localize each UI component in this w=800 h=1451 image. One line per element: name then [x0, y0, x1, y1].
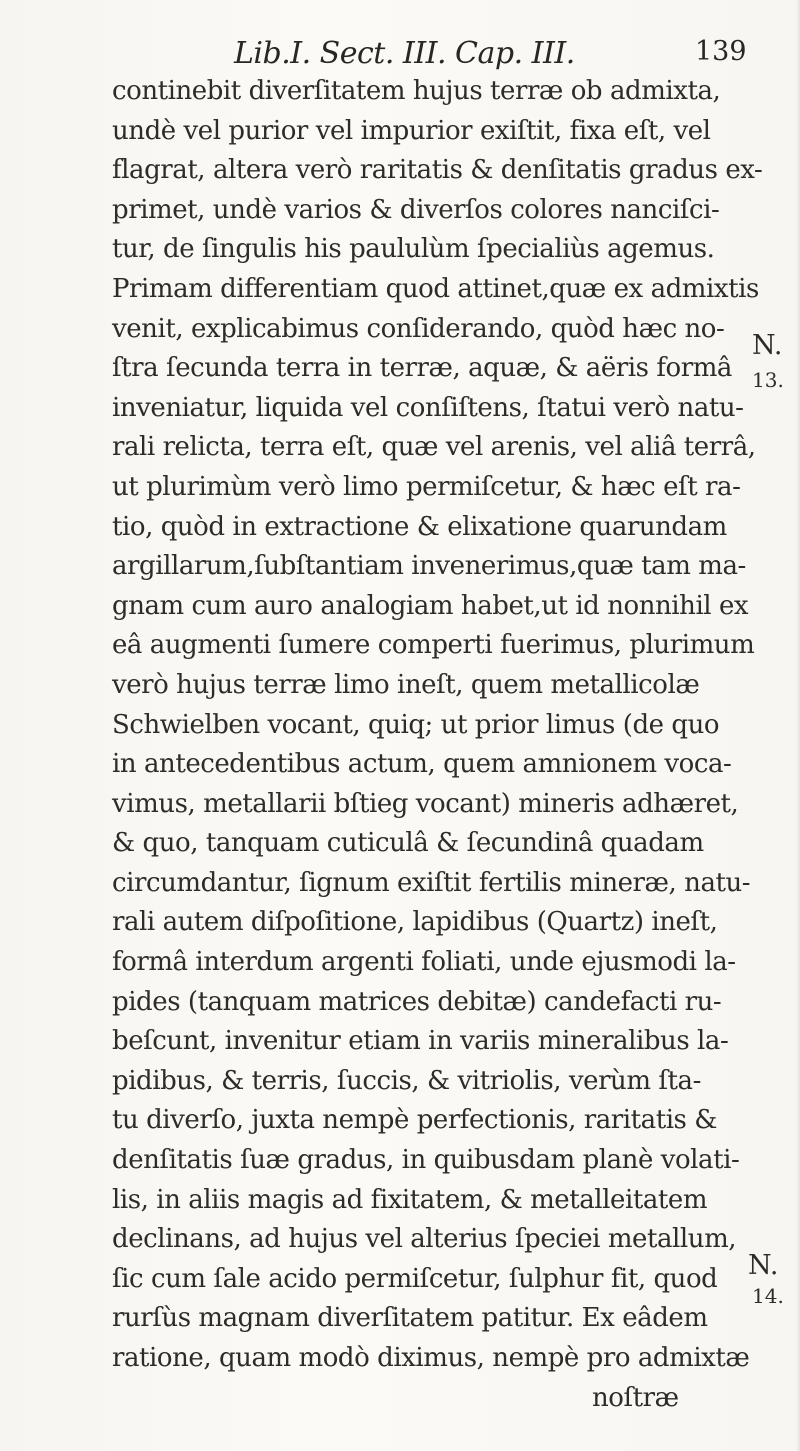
marginal-note-n: N. — [748, 1250, 779, 1281]
text-line: continebit diverſitatem hujus terræ ob admixta, — [112, 76, 721, 106]
text-line: tur, de ſingulis his paululùm ſpecialiùs agemus. — [112, 234, 715, 265]
body-text — [112, 72, 782, 1418]
text-line: inveniatur, liquida vel conſiſtens, ſtatui verò natu- — [112, 392, 744, 423]
text-line: argillarum,ſubſtantiam invenerimus,quæ tam ma- — [112, 551, 746, 582]
text-line: formâ interdum argenti foliati, unde ejusmodi la- — [112, 947, 736, 978]
marginal-note-number: 14. — [752, 1284, 784, 1308]
text-line: gnam cum auro analogiam habet,ut id nonnihil ex — [112, 590, 749, 621]
text-line: lis, in aliis magis ad fixitatem, & metalleitatem — [112, 1184, 708, 1215]
text-line: circumdantur, ſignum exiſtit fertilis mineræ, natu- — [112, 867, 751, 898]
text-line: eâ augmenti ſumere comperti fuerimus, plurimum — [112, 630, 755, 661]
text-line: rurſùs magnam diverſitatem patitur. Ex eâdem — [112, 1303, 708, 1334]
text-line: Primam differentiam quod attinet,quæ ex admixtis — [112, 273, 759, 304]
marginal-note-number: 13. — [752, 368, 784, 392]
text-line: & quo, tanquam cuticulâ & ſecundinâ quadam — [112, 828, 704, 859]
page-edge-shadow — [796, 0, 800, 1451]
text-line: ut plurimùm verò limo permiſcetur, & hæc eſt ra- — [112, 471, 741, 502]
text-line: denſitatis ſuæ gradus, in quibusdam planè volati- — [112, 1145, 740, 1176]
text-line: declinans, ad hujus vel alterius ſpeciei metallum, — [112, 1224, 737, 1255]
text-line: rali relicta, terra eſt, quæ vel arenis, vel aliâ terrâ, — [112, 432, 756, 463]
text-line: Schwielben vocant, quiq; ut prior limus (de quo — [112, 709, 720, 740]
text-line: beſcunt, invenitur etiam in variis mineralibus la- — [112, 1026, 729, 1057]
text-line: in antecedentibus actum, quem amnionem voca- — [112, 749, 732, 780]
text-line: ratione, quam modò diximus, nempè pro admixtæ — [112, 1343, 750, 1373]
running-head — [0, 18, 800, 78]
text-line: primet, undè varios & diverſos colores nanciſci- — [112, 194, 720, 225]
text-line: ſtra ſecunda terra in terræ, aquæ, & aëris formâ — [112, 353, 732, 384]
text-line: undè vel purior vel impurior exiſtit, fixa eſt, vel — [112, 115, 711, 146]
running-head-title: Lib.I. Sect. III. Cap. III. — [234, 36, 575, 71]
catchword: noſtræ — [592, 1382, 679, 1413]
text-line: pides (tanquam matrices debitæ) candefacti ru- — [112, 986, 722, 1017]
text-line: rali autem diſpoſitione, lapidibus (Quartz) ineſt, — [112, 907, 718, 938]
text-line: venit, explicabimus conſiderando, quòd hæc no- — [112, 313, 725, 344]
text-line: vimus, metallarii bſtieg vocant) mineris adhæret, — [112, 788, 739, 819]
text-line: ſic cum ſale acido permiſcetur, ſulphur fit, quod — [112, 1263, 718, 1294]
marginal-note-n: N. — [752, 330, 783, 361]
text-line: tio, quòd in extractione & elixatione quarundam — [112, 511, 727, 542]
text-line: pidibus, & terris, ſuccis, & vitriolis, verùm ſta- — [112, 1065, 701, 1096]
text-line: flagrat, altera verò raritatis & denſitatis gradus ex- — [112, 155, 763, 186]
page-number: 139 — [695, 36, 747, 67]
text-line: verò hujus terræ limo ineſt, quem metallicolæ — [112, 669, 700, 700]
text-line: tu diverſo, juxta nempè perfectionis, raritatis & — [112, 1105, 717, 1136]
